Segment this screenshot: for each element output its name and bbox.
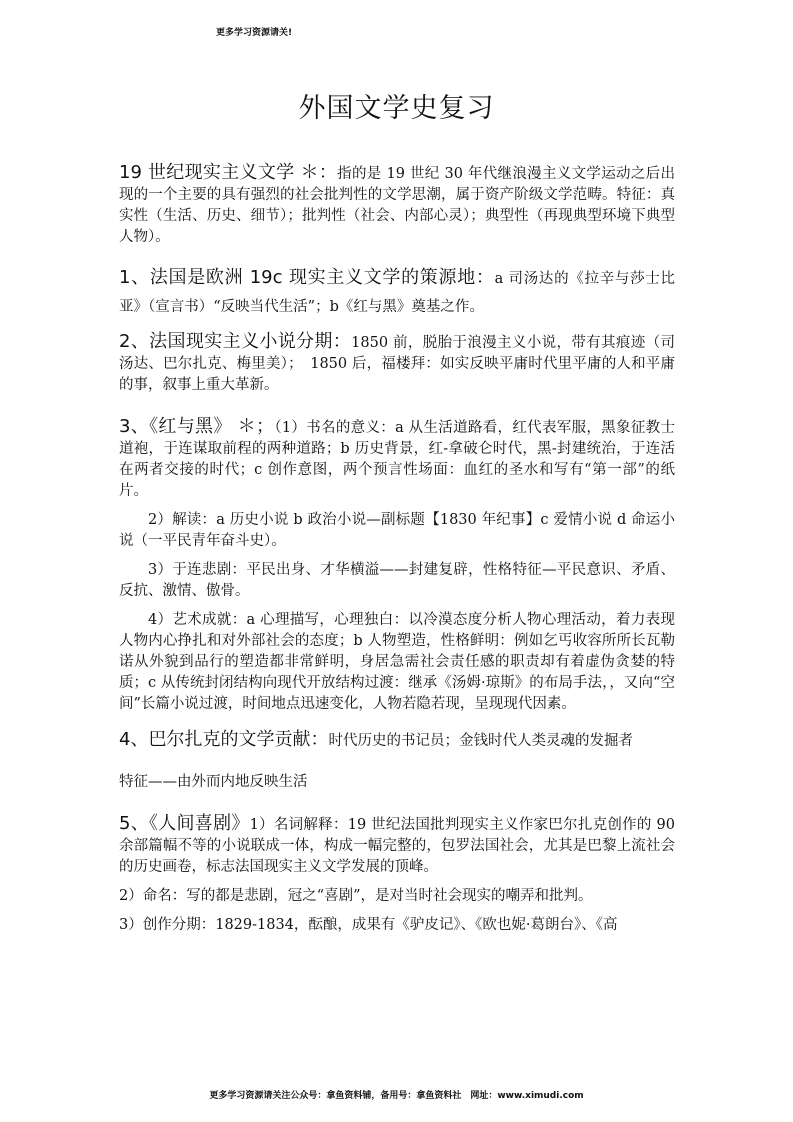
document-body bbox=[119, 158, 675, 936]
section-5-heading: 5、《人间喜剧》 bbox=[119, 813, 250, 834]
section-2-heading: 2、法国现实主义小说分期： bbox=[119, 331, 352, 352]
section-4-feature: 特征——由外而内地反映生活 bbox=[119, 774, 308, 790]
section-3-reading: 2）解读：a 历史小说 b 政治小说—副标题【1830 年纪事】c 爱情小说 d 命运小说（一平民青年奋斗史）。 bbox=[119, 512, 675, 549]
page-header: 更多学习资源请关! bbox=[216, 28, 293, 38]
section-4 bbox=[119, 729, 675, 752]
section-5-naming: 2）命名：写的都是悲剧，冠之“喜剧”，是对当时社会现实的嘲弄和批判。 bbox=[119, 888, 593, 904]
page-footer: 更多学习资源请关注公众号：拿鱼资料铺，备用号：拿鱼资料社 网址：www.ximudi.com bbox=[209, 1091, 584, 1101]
section-3-heading: 3、《红与黑》 ＊； bbox=[119, 416, 274, 437]
section-3-achievement: 4）艺术成就：a 心理描写，心理独白：以冷漠态度分析人物心理活动，着力表现人物内心挣扎和对外部社会的态度；b 人物塑造，性格鲜明：例如乞丐收容所所长瓦勒诺从外貌到品行的塑造都非常鲜明，身居急需社会责任感的职责却有着虚伪贪婪的特质；c 从传统封闭结构向现代开放结构过渡：继承《汤姆·琼斯》的布局手法，，又向“空间”长篇小说过渡，时间地点迅速变化，人物若隐若现，呈现现代因素。 bbox=[119, 612, 675, 712]
intro-paragraph bbox=[119, 162, 675, 248]
section-1 bbox=[119, 264, 675, 321]
section-3-text: （1）书名的意义：a 从生活道路看，红代表军服，黑象征教士道袍，于连谋取前程的两种道路；b 历史背景，红-拿破仑时代，黑-封建统治，于连活在两者交接的时代；c 创作意图，两个预言性场面：血红的圣水和写有“第一部”的纸片。 bbox=[119, 420, 675, 499]
intro-text: 指的是 19 世纪 30 年代继浪漫主义文学运动之后出现的一个主要的具有强烈的社会批判性的文学思潮，属于资产阶级文学范畴。特征：真实性（生活、历史、细节）；批判性（社会、内部心灵）；典型性（再现典型环境下典型人物）。 bbox=[119, 166, 675, 245]
section-4-heading: 4、巴尔扎克的文学贡献： bbox=[119, 729, 329, 750]
section-5-periods: 3）创作分期：1829-1834，酝酿，成果有《驴皮记》、《欧也妮·葛朗台》、《高 bbox=[119, 917, 618, 933]
section-3-tragedy: 3）于连悲剧：平民出身、才华横溢——封建复辟，性格特征—平民意识、矛盾、反抗、激情、傲骨。 bbox=[119, 562, 675, 599]
intro-heading: 19 世纪现实主义文学 ＊： bbox=[119, 162, 338, 183]
page-title: 外国文学史复习 bbox=[298, 93, 495, 124]
section-3 bbox=[119, 416, 675, 502]
section-1-heading: 1、法国是欧洲 19c 现实主义文学的策源地： bbox=[119, 267, 495, 288]
section-2-text: 1850 前，脱胎于浪漫主义小说，带有其痕迹（司汤达、巴尔扎克、梅里美）； 1850 后，福楼拜：如实反映平庸时代里平庸的人和平庸的事，叙事上重大革新。 bbox=[119, 335, 675, 393]
section-5-text: 1）名词解释：19 世纪法国批判现实主义作家巴尔扎克创作的 90 余部篇幅不等的小说联成一体，构成一幅完整的，包罗法国社会，尤其是巴黎上流社会的历史画卷，标志法国现实主义文学发展的顶峰。 bbox=[119, 817, 675, 875]
section-2 bbox=[119, 331, 675, 396]
section-5 bbox=[119, 813, 675, 878]
section-4-text: 时代历史的书记员；金钱时代人类灵魂的发掘者 bbox=[328, 733, 633, 749]
section-1-text: a 司汤达的《拉辛与莎士比亚》（宣言书）“反映当代生活”；b《红与黑》奠基之作。 bbox=[119, 271, 675, 315]
